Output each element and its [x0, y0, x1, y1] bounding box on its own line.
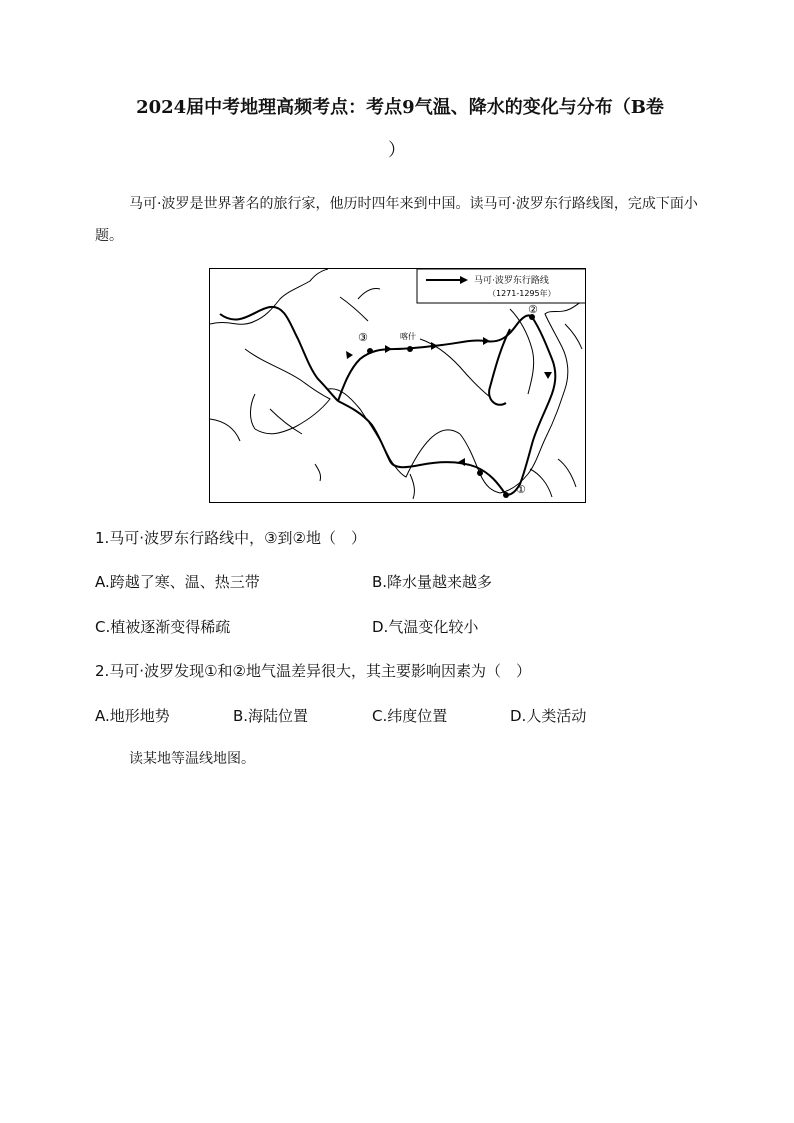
question-2-option-b[interactable]: B.海陆位置: [233, 707, 309, 725]
question-2-option-c[interactable]: C.纬度位置: [372, 707, 448, 725]
arrow-icon: [431, 342, 438, 350]
footer-prompt: 读某地等温线地图。: [129, 751, 255, 767]
page-title: 2024届中考地理高频考点：考点9气温、降水的变化与分布（B卷: [136, 97, 664, 118]
arrow-icon: [458, 458, 465, 466]
question-2-option-a[interactable]: A.地形地势: [95, 707, 170, 725]
label-point-2: ②: [528, 303, 538, 316]
marco-polo-route-map: [209, 268, 586, 503]
route-stops: [367, 314, 535, 498]
label-kashgar: 喀什: [400, 332, 416, 341]
arrow-icon: [346, 351, 353, 359]
question-2-stem: 2.马可·波罗发现①和②地气温差异很大，其主要影响因素为（ ）: [95, 662, 531, 680]
label-point-3: ③: [358, 331, 368, 344]
arrow-icon: [385, 345, 392, 353]
arrow-icon: [483, 337, 490, 345]
question-1-option-b[interactable]: B.降水量越来越多: [372, 573, 493, 591]
question-1-stem: 1.马可·波罗东行路线中，③到②地（ ）: [95, 529, 366, 547]
question-1-option-a[interactable]: A.跨越了寒、温、热三带: [95, 573, 260, 591]
legend-title: 马可·波罗东行路线: [474, 276, 549, 286]
stop-dot-3: [367, 348, 373, 354]
arrow-icon: [544, 372, 552, 379]
route-line: [220, 307, 555, 495]
intro-paragraph: 马可·波罗是世界著名的旅行家，他历时四年来到中国。读马可·波罗东行路线图，完成下面小题。: [95, 196, 698, 244]
map-legend: [417, 269, 586, 303]
question-2-option-d[interactable]: D.人类活动: [510, 707, 587, 725]
legend-years: （1271-1295年）: [488, 289, 556, 298]
question-1-option-d[interactable]: D.气温变化较小: [372, 618, 479, 636]
stop-dot-south: [477, 470, 483, 476]
page-title-continued: ）: [388, 140, 406, 161]
stop-dot-1: [503, 492, 509, 498]
stop-dot-kashgar: [407, 346, 413, 352]
label-point-1: ①: [516, 483, 526, 496]
question-1-option-c[interactable]: C.植被逐渐变得稀疏: [95, 618, 231, 636]
